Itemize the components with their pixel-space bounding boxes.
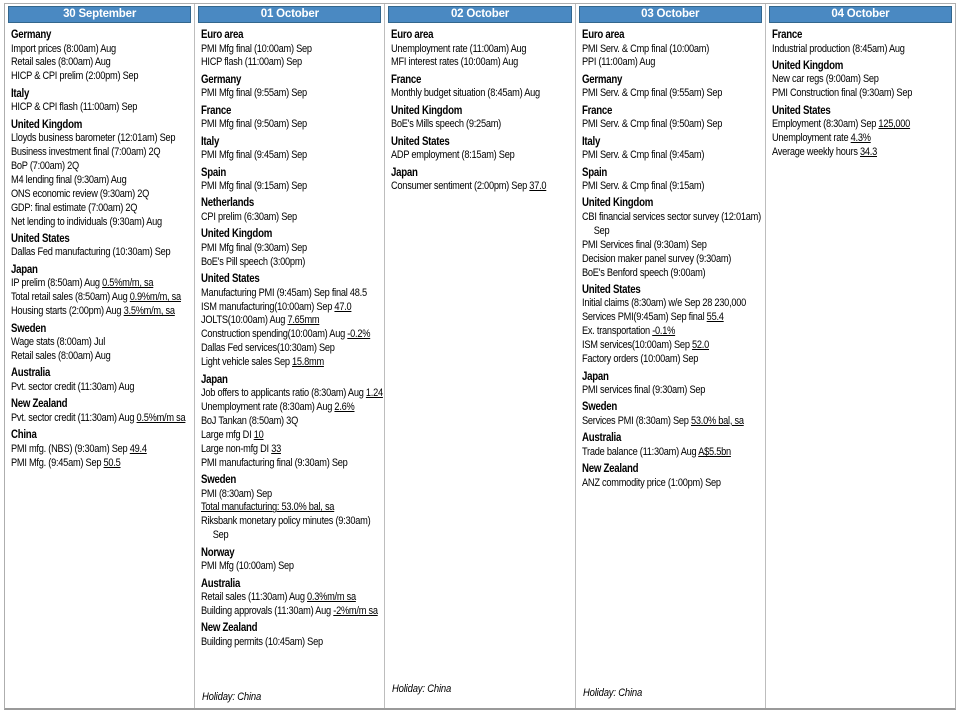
country-heading: Euro area — [581, 29, 624, 41]
day-header: 01 October — [198, 6, 381, 23]
event-line: Pvt. sector credit (11:30am) Aug — [11, 380, 135, 393]
event-value: 10 — [253, 428, 264, 441]
event-line: Construction spending(10:00am) Aug -0.2% — [201, 328, 371, 341]
country-heading: United States — [11, 232, 70, 245]
event-line: PMI Mfg. (9:45am) Sep 50.5 — [11, 456, 121, 469]
event-line: PMI services final (9:30am) Sep — [581, 384, 705, 396]
event-line: Import prices (8:00am) Aug — [11, 42, 116, 55]
event-value: 0.3%m/m sa — [307, 591, 357, 604]
country-heading: Spain — [201, 166, 227, 179]
event-line: Retail sales (8:00am) Aug — [11, 350, 111, 362]
event-line: IP prelim (8:50am) Aug 0.5%m/m, sa — [11, 277, 154, 290]
event-line: Net lending to individuals (9:30am) Aug — [11, 215, 162, 228]
event-line: BoE's Pill speech (3:00pm) — [201, 255, 306, 268]
event-line: Employment (8:30am) Sep 125,000 — [771, 118, 910, 131]
event-line: ADP employment (8:15am) Sep — [391, 149, 515, 162]
country-heading: Australia — [201, 577, 241, 590]
holiday-note: Holiday: China — [392, 683, 452, 695]
event-line: BoJ Tankan (8:50am) 3Q — [201, 414, 299, 427]
event-value: 49.4 — [129, 442, 147, 455]
event-line: Services PMI (8:30am) Sep 53.0% bal, sa — [581, 414, 744, 427]
event-value: A$5.5bn — [697, 445, 731, 458]
event-line: Unemployment rate (8:30am) Aug 2.6% — [201, 401, 355, 413]
event-value: 34.3 — [859, 146, 877, 159]
day-body — [5, 24, 194, 708]
event-line — [201, 501, 352, 515]
day-body — [766, 24, 955, 708]
country-heading: Japan — [391, 166, 419, 179]
event-line: Industrial production (8:45am) Aug — [771, 42, 905, 55]
country-heading: Italy — [581, 135, 600, 148]
event-line: PMI Mfg final (9:15am) Sep — [201, 180, 308, 193]
event-value: 47.0 — [334, 300, 352, 313]
day-column-1 — [5, 4, 195, 708]
event-line: PMI Serv. & Cmp final (9:15am) — [581, 180, 704, 193]
country-heading: Germany — [581, 73, 622, 86]
holiday-note: Holiday: China — [202, 691, 262, 703]
country-heading: United States — [581, 283, 641, 296]
country-heading: United Kingdom — [201, 228, 273, 241]
country-heading: United Kingdom — [771, 59, 843, 72]
event-line: Total retail sales (8:50am) Aug 0.9%m/m, sa — [11, 291, 181, 304]
day-column-3 — [385, 4, 575, 708]
day-header: 03 October — [579, 6, 762, 23]
event-line: Retail sales (8:00am) Aug — [11, 56, 111, 69]
country-heading: Spain — [581, 166, 607, 179]
event-line: ISM manufacturing(10:00am) Sep 47.0 — [201, 300, 352, 313]
event-line: PMI Mfg final (9:50am) Sep — [201, 118, 308, 131]
country-heading: New Zealand — [11, 398, 68, 411]
country-heading: Sweden — [11, 322, 47, 335]
event-line: Large non-mfg DI 33 — [201, 442, 282, 455]
country-heading: Euro area — [201, 29, 244, 41]
event-line: Initial claims (8:30am) w/e Sep 28 230,000 — [581, 297, 746, 310]
event-line: PMI Mfg (10:00am) Sep — [201, 560, 294, 573]
country-heading: Sweden — [581, 401, 617, 414]
event-line: Unemployment rate (11:00am) Aug — [391, 42, 527, 55]
event-line: PMI Mfg final (9:45am) Sep — [201, 149, 308, 162]
event-line: ISM services(10:00am) Sep 52.0 — [581, 339, 709, 352]
country-heading: Japan — [201, 373, 228, 386]
holiday-note: Holiday: China — [582, 687, 642, 699]
event-value: -0.1% — [651, 325, 675, 338]
day-body — [195, 24, 384, 708]
event-line: Average weekly hours 34.3 — [771, 146, 877, 159]
event-line: Lloyds business barometer (12:01am) Sep — [11, 132, 176, 145]
country-heading: France — [581, 104, 612, 117]
country-heading: United Kingdom — [581, 197, 653, 210]
event-value: 7.65mm — [287, 314, 320, 327]
event-line: Services PMI(9:45am) Sep final 55.4 — [581, 311, 724, 324]
event-line: BoP (7:00am) 2Q — [11, 159, 79, 172]
country-heading: Italy — [201, 135, 220, 148]
event-line: PPI (11:00am) Aug — [581, 56, 655, 69]
day-header: 02 October — [388, 6, 571, 23]
event-line: Dallas Fed manufacturing (10:30am) Sep — [11, 246, 171, 259]
event-line: HICP flash (11:00am) Sep — [201, 56, 303, 69]
event-line: Manufacturing PMI (9:45am) Sep final 48.5 — [201, 286, 368, 299]
event-value: 50.5 — [103, 456, 121, 469]
event-value: 52.0 — [691, 339, 709, 352]
event-value: 4.3% — [850, 132, 871, 145]
event-line: M4 lending final (9:30am) Aug — [11, 173, 127, 186]
event-value: 0.5%m/m sa — [136, 411, 186, 424]
event-value: 0.5%m/m, sa — [102, 277, 154, 290]
event-value: 55.4 — [706, 311, 724, 324]
event-line: Monthly budget situation (8:45am) Aug — [391, 87, 541, 100]
event-line: PMI Mfg final (9:30am) Sep — [201, 241, 308, 254]
country-heading: Italy — [11, 87, 30, 100]
country-heading: New Zealand — [201, 622, 258, 635]
event-value: 15.8mm — [292, 356, 325, 369]
event-line: New car regs (9:00am) Sep — [771, 73, 879, 86]
event-value: -2%m/m sa — [333, 604, 378, 617]
event-line: Ex. transportation -0.1% — [581, 325, 675, 338]
event-value: 0.9%m/m, sa — [129, 291, 181, 304]
country-heading: France — [771, 29, 802, 41]
country-heading: United Kingdom — [391, 104, 463, 117]
event-value: -0.2% — [347, 328, 371, 341]
event-line: HICP & CPI flash (11:00am) Sep — [11, 101, 138, 114]
event-line: Light vehicle sales Sep 15.8mm — [201, 356, 325, 369]
event-line: Pvt. sector credit (11:30am) Aug 0.5%m/m sa — [11, 411, 186, 424]
event-value: 125,000 — [878, 118, 910, 131]
event-line: PMI manufacturing final (9:30am) Sep — [201, 456, 348, 469]
event-line: Housing starts (2:00pm) Aug 3.5%m/m, sa — [11, 305, 175, 318]
event-value: 53.0% bal, sa — [690, 414, 744, 427]
event-line: ONS economic review (9:30am) 2Q — [11, 187, 150, 200]
event-line: Wage stats (8:00am) Jul — [11, 336, 106, 349]
day-body — [576, 24, 765, 708]
event-value: 1.24 — [366, 387, 384, 400]
day-column-5 — [766, 4, 955, 708]
country-heading: United States — [771, 104, 831, 117]
day-column-2 — [195, 4, 385, 708]
day-column-4 — [576, 4, 766, 708]
event-line: Building permits (10:45am) Sep — [201, 635, 324, 648]
event-value: 33 — [271, 442, 282, 455]
event-line: PMI Mfg final (9:55am) Sep — [201, 87, 308, 100]
event-line: CBI financial services sector survey (12:01am) — [581, 210, 761, 223]
country-heading: United Kingdom — [11, 118, 83, 131]
event-line: PMI Serv. & Cmp final (9:50am) Sep — [581, 118, 722, 131]
event-line: Decision maker panel survey (9:30am) — [581, 252, 731, 265]
event-line-continuation: Sep — [212, 529, 229, 542]
event-line: Job offers to applicants ratio (8:30am) Aug 1.24 — [201, 387, 384, 400]
event-line: ANZ commodity price (1:00pm) Sep — [581, 476, 721, 489]
event-line: Dallas Fed services(10:30am) Sep — [201, 342, 335, 355]
country-heading: New Zealand — [581, 463, 638, 476]
country-heading: Netherlands — [201, 197, 255, 210]
country-heading: Japan — [11, 263, 38, 276]
economic-calendar — [4, 3, 956, 710]
event-line: PMI Mfg final (10:00am) Sep — [201, 42, 313, 55]
event-line: JOLTS(10:00am) Aug 7.65mm — [201, 314, 320, 327]
event-line: MFI interest rates (10:00am) Aug — [391, 56, 519, 69]
country-heading: France — [391, 73, 422, 86]
event-line: HICP & CPI prelim (2:00pm) Sep — [11, 70, 139, 83]
country-heading: China — [11, 429, 37, 442]
country-heading: Euro area — [391, 29, 434, 41]
event-value: Total manufacturing: 53.0% bal, sa — [201, 501, 335, 514]
country-heading: Japan — [581, 370, 609, 383]
event-line: PMI Construction final (9:30am) Sep — [771, 87, 912, 100]
event-value: 37.0 — [529, 180, 547, 193]
event-line: PMI Serv. & Cmp final (9:45am) — [581, 149, 704, 162]
day-body — [385, 24, 574, 708]
country-heading: Germany — [201, 73, 242, 86]
country-heading: Sweden — [201, 474, 237, 487]
event-line: GDP: final estimate (7:00am) 2Q — [11, 201, 138, 214]
event-line-continuation: Sep — [593, 224, 610, 237]
event-line: PMI (8:30am) Sep — [201, 487, 273, 500]
event-line: Business investment final (7:00am) 2Q — [11, 146, 161, 159]
event-line: Building approvals (11:30am) Aug -2%m/m sa — [201, 604, 378, 617]
country-heading: Germany — [11, 29, 52, 41]
event-value: 3.5%m/m, sa — [123, 305, 175, 318]
event-line: Riksbank monetary policy minutes (9:30am) — [201, 515, 371, 528]
country-heading: United States — [201, 273, 260, 286]
country-heading: Australia — [11, 367, 51, 380]
event-line: Unemployment rate 4.3% — [771, 132, 871, 145]
country-heading: France — [201, 104, 232, 117]
event-line: PMI Services final (9:30am) Sep — [581, 238, 707, 251]
country-heading: Norway — [201, 546, 235, 559]
event-line: BoE's Benford speech (9:00am) — [581, 266, 705, 279]
event-line: Trade balance (11:30am) Aug A$5.5bn — [581, 445, 731, 458]
event-value: 2.6% — [334, 401, 355, 413]
day-header: 04 October — [769, 6, 952, 23]
country-heading: Australia — [581, 432, 621, 445]
event-line: PMI Serv. & Cmp final (9:55am) Sep — [581, 87, 722, 100]
event-line: Large mfg DI 10 — [201, 428, 264, 441]
event-line: Factory orders (10:00am) Sep — [581, 353, 698, 366]
event-line: BoE's Mills speech (9:25am) — [391, 118, 502, 131]
day-header: 30 September — [8, 6, 191, 23]
event-line: PMI mfg. (NBS) (9:30am) Sep 49.4 — [11, 442, 147, 455]
event-line: Retail sales (11:30am) Aug 0.3%m/m sa — [201, 591, 357, 604]
country-heading: United States — [391, 135, 450, 148]
event-line: PMI Serv. & Cmp final (10:00am) — [581, 42, 709, 55]
event-line: Consumer sentiment (2:00pm) Sep 37.0 — [391, 180, 547, 193]
event-line: CPI prelim (6:30am) Sep — [201, 210, 298, 223]
